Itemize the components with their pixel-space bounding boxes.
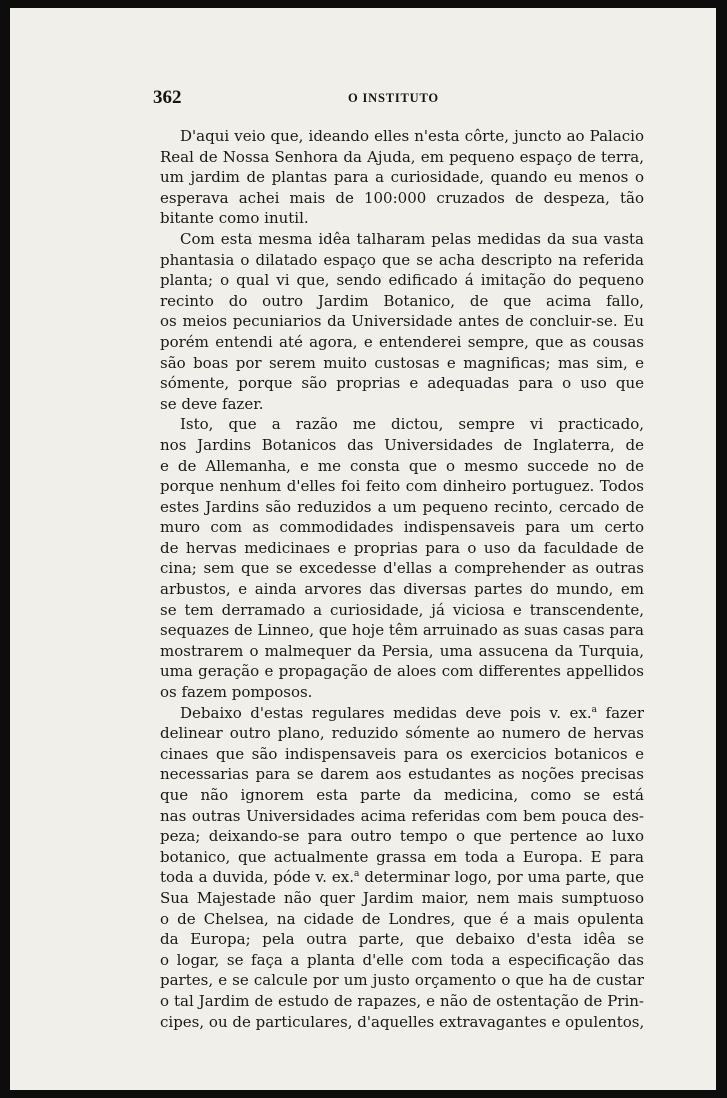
text-line: Debaixo d'estas regulares medidas deve pois v. ex.$^a$ fazer <box>180 703 644 722</box>
text-line: nas outras Universidades acima referidas com bem pouca des- <box>160 806 644 825</box>
text-line: delinear outro plano, reduzido sómente ao numero de hervas <box>160 724 644 743</box>
text-line: Sua Majestade não quer Jardim maior, nem mais sumptuoso <box>160 888 644 907</box>
text-line: são boas por serem muito custosas e magnificas; mas sim, e <box>160 353 644 372</box>
text-line: uma geração e propagação de aloes com differentes appellidos <box>160 662 644 681</box>
text-line: recinto do outro Jardim Botanico, de que acima fallo, <box>160 291 644 310</box>
text-line: partes, e se calcule por um justo orçamento o que ha de custar <box>160 971 644 990</box>
text-line: se tem derramado a curiosidade, já viciosa e transcendente, <box>160 600 644 619</box>
text-line: bitante como inutil. <box>160 209 309 228</box>
page-number: 362 <box>153 87 182 108</box>
text-line: necessarias para se darem aos estudantes as noções precisas <box>160 765 644 784</box>
text-line: e de Allemanha, e me consta que o mesmo succede no de <box>160 456 644 475</box>
text-line: phantasia o dilatado espaço que se acha descripto na referida <box>160 250 644 269</box>
text-line: os fazem pomposos. <box>160 683 313 702</box>
text-line: nos Jardins Botanicos das Universidades de Inglaterra, de <box>160 435 644 454</box>
text-line: planta; o qual vi que, sendo edificado á imitação do pequeno <box>160 271 644 290</box>
book-page <box>10 8 716 1090</box>
text-line: o de Chelsea, na cidade de Londres, que é a mais opulenta <box>160 909 644 928</box>
text-line: de hervas medicinaes e proprias para o uso da faculdade de <box>160 538 644 557</box>
text-line: sómente, porque são proprias e adequadas para o uso que <box>160 374 644 393</box>
text-line: os meios pecuniarios da Universidade antes de concluir-se. Eu <box>160 312 644 331</box>
text-line: porém entendi até agora, e entenderei sempre, que as cousas <box>160 332 644 351</box>
text-line: da Europa; pela outra parte, que debaixo d'esta idêa se <box>160 930 644 949</box>
text-line: arbustos, e ainda arvores das diversas partes do mundo, em <box>160 580 644 599</box>
text-line: toda a duvida, póde v. ex.$^a$ determinar logo, por uma parte, que <box>160 868 644 887</box>
text-line: cina; sem que se excedesse d'ellas a comprehender as outras <box>160 559 644 578</box>
text-line: muro com as commodidades indispensaveis para um certo <box>160 518 644 537</box>
text-line: o tal Jardim de estudo de rapazes, e não de ostentação de Prin- <box>160 991 644 1010</box>
text-line: um jardim de plantas para a curiosidade, quando eu menos o <box>160 168 644 187</box>
text-line: mostrarem o malmequer da Persia, uma assucena da Turquia, <box>160 641 644 660</box>
text-line: sequazes de Linneo, que hoje têm arruinado as suas casas para <box>160 621 644 640</box>
paragraph <box>160 414 644 702</box>
body-text <box>160 126 644 1032</box>
text-line: peza; deixando-se para outro tempo o que pertence ao luxo <box>160 827 644 846</box>
paragraph <box>160 229 644 414</box>
text-line: cipes, ou de particulares, d'aquelles extravagantes e opulentos, <box>160 1012 645 1031</box>
text-line: que não ignorem esta parte da medicina, como se está <box>160 786 644 804</box>
text-line: se deve fazer. <box>160 394 264 413</box>
text-line: cinaes que são indispensaveis para os exercicios botanicos e <box>160 744 644 763</box>
text-line: Isto, que a razão me dictou, sempre vi practicado, <box>180 415 644 434</box>
text-line: Real de Nossa Senhora da Ajuda, em pequeno espaço de terra, <box>160 147 644 166</box>
text-line: estes Jardins são reduzidos a um pequeno recinto, cercado de <box>160 497 644 516</box>
running-title: O INSTITUTO <box>348 91 439 105</box>
paragraph <box>160 703 644 1033</box>
paragraph <box>160 126 644 229</box>
text-line: o logar, se faça a planta d'elle com toda a especificação das <box>160 950 644 969</box>
text-line: esperava achei mais de 100:000 cruzados de despeza, tão <box>160 188 644 207</box>
text-line: botanico, que actualmente grassa em toda a Europa. E para <box>160 847 644 866</box>
text-line: porque nenhum d'elles foi feito com dinheiro portuguez. Todos <box>160 477 644 496</box>
text-line: Com esta mesma idêa talharam pelas medidas da sua vasta <box>180 229 644 248</box>
text-line: D'aqui veio que, ideando elles n'esta côrte, juncto ao Palacio <box>180 127 644 145</box>
page-header <box>153 87 653 111</box>
